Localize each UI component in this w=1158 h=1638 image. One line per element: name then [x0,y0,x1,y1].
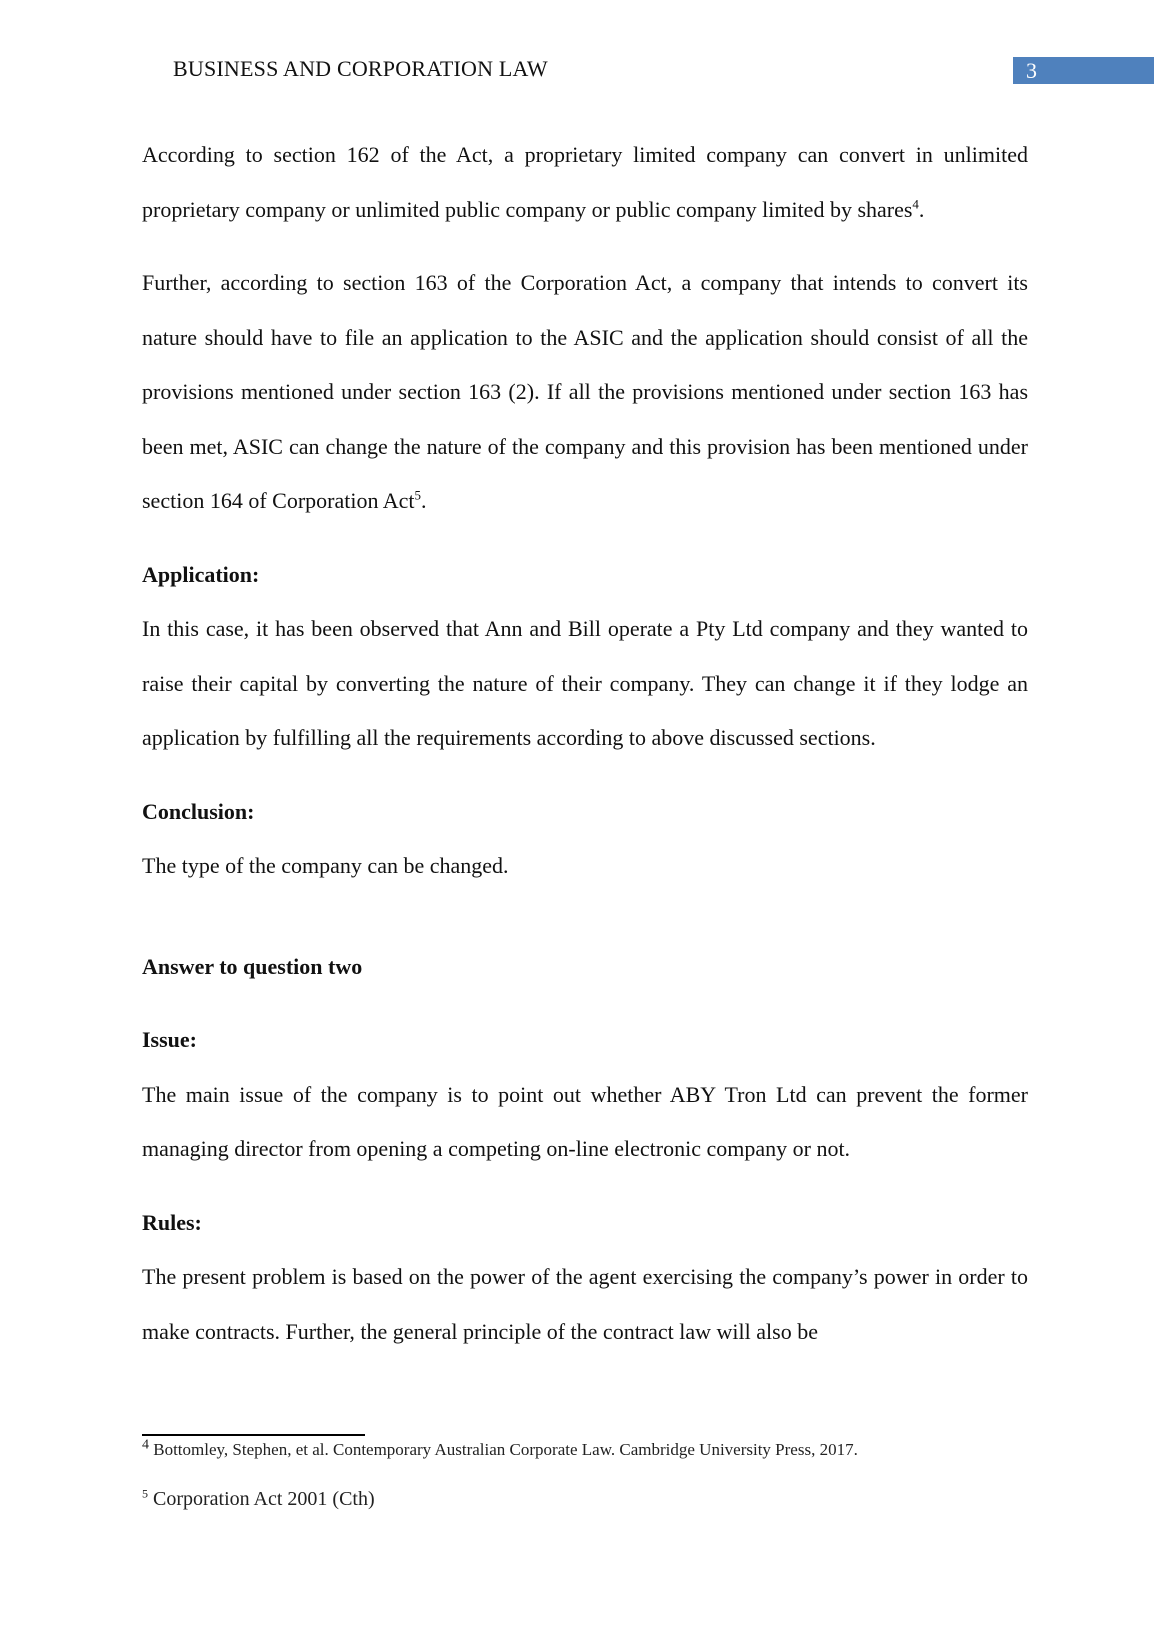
footnote-ref-5[interactable]: 5 [414,487,422,503]
application-heading: Application: [142,561,260,587]
paragraph-section-162 [142,128,1028,237]
conclusion-heading: Conclusion: [142,798,255,824]
footnote-text: Bottomley, Stephen, et al. Contemporary Australian Corporate Law. Cambridge University Press, 2017. [149,1440,858,1459]
running-header-title: BUSINESS AND CORPORATION LAW [173,56,548,81]
paragraph-text: According to section 162 of the Act, a proprietary limited company can convert in unlimited proprietary company or unlimited public company or public company limited by shares [142,142,1028,222]
page-number-badge: 3 [1013,57,1154,84]
application-paragraph: In this case, it has been observed that Ann and Bill operate a Pty Ltd company and they wanted to raise their capital by converting the nature of their company. They can change it if they lodge an application by fulfilling all the requirements according to above discussed sections. [142,616,1028,750]
paragraph-end: . [918,196,925,222]
issue-paragraph: The main issue of the company is to point out whether ABY Tron Ltd can prevent the former managing director from opening a competing on-line electronic company or not. [142,1081,1028,1161]
answer-question-two-heading: Answer to question two [142,953,363,979]
paragraph-text: Further, according to section 163 of the Corporation Act, a company that intends to convert its nature should have to file an application to the ASIC and the application should consist of all the provisions mentioned under section 163 (2). If all the provisions mentioned under section 163 has been met, ASIC can change the nature of the company and this provision has been mentioned under section 164 of Corporation Act [142,270,1028,513]
footnote-mark: 5 [142,1486,148,1501]
footnote-text: Corporation Act 2001 (Cth) [148,1488,375,1510]
footnote-separator [142,1434,365,1436]
rules-paragraph: The present problem is based on the power of the agent exercising the company’s power in order to make contracts. Further, the general principle of the contract law will also be [142,1264,1028,1344]
rules-heading: Rules: [142,1209,202,1235]
footnote-ref-4[interactable]: 4 [912,196,919,212]
paragraph-section-163 [142,256,1028,529]
conclusion-paragraph: The type of the company can be changed. [142,853,509,878]
footnote-5 [142,1488,375,1511]
footnote-mark: 4 [142,1437,149,1453]
document-body [142,128,1028,1359]
issue-heading: Issue: [142,1027,198,1052]
paragraph-end: . [421,488,427,513]
footnote-4 [142,1437,858,1460]
